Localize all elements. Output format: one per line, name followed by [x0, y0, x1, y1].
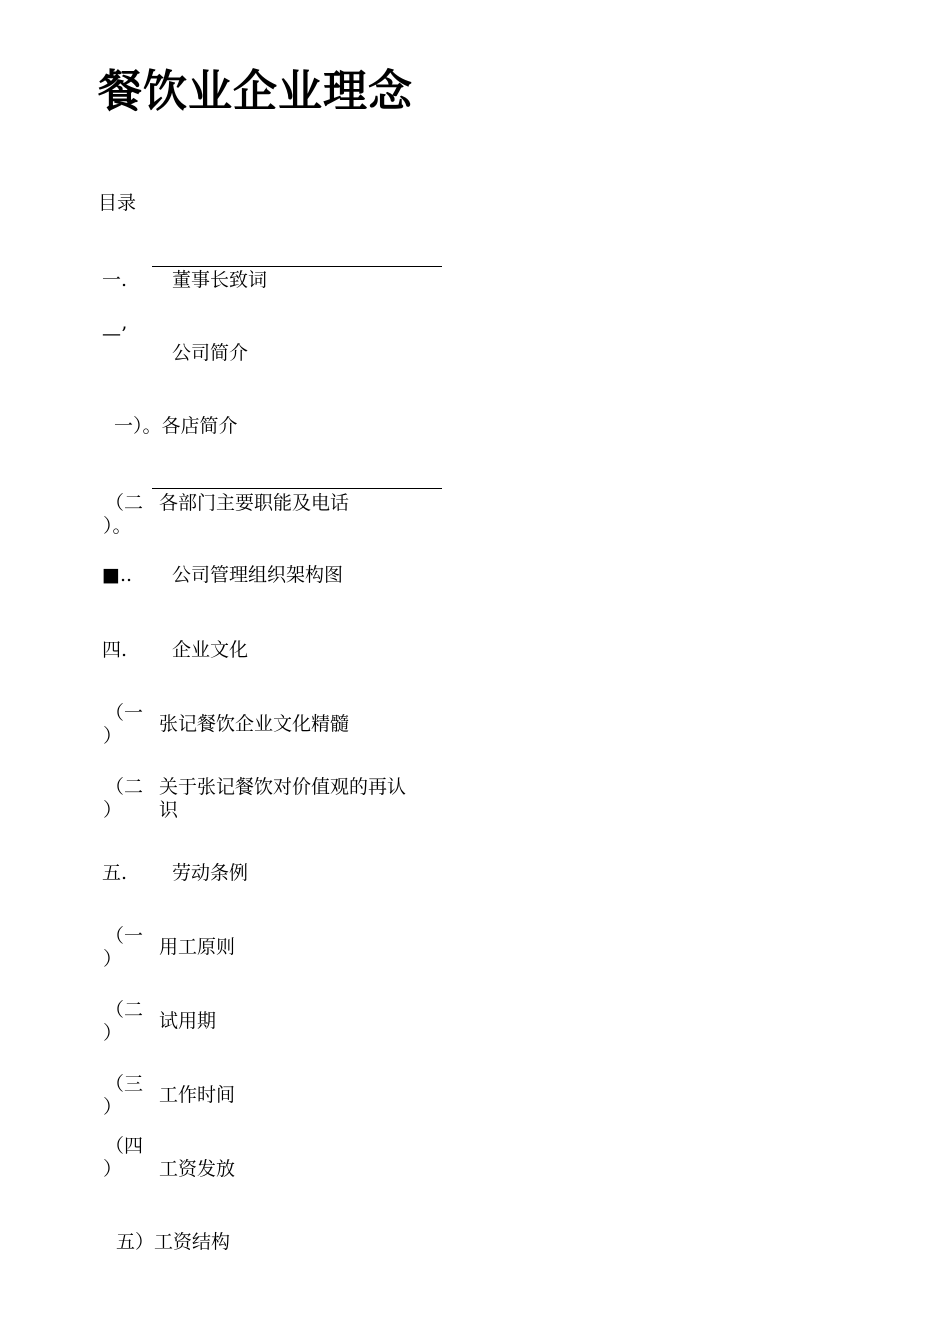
toc-heading: 目录 — [98, 192, 137, 214]
toc-rule — [152, 488, 442, 489]
toc-marker: —’ — [102, 323, 128, 345]
toc-marker: ） — [103, 799, 123, 821]
toc-entry[interactable]: 各部门主要职能及电话 — [159, 492, 350, 514]
toc-marker: 四. — [102, 639, 128, 661]
toc-entry[interactable]: 五）工资结构 — [116, 1231, 231, 1253]
toc-marker: （二 — [105, 492, 144, 514]
toc-marker: ） — [103, 948, 123, 970]
toc-marker: 五. — [102, 862, 128, 884]
toc-entry[interactable]: 工资发放 — [159, 1158, 236, 1180]
page-title: 餐饮业企业理念 — [98, 66, 413, 117]
toc-entry-continuation[interactable]: 识 — [159, 799, 179, 821]
toc-marker: ） — [103, 725, 123, 747]
toc-entry[interactable]: 董事长致词 — [172, 269, 268, 291]
toc-marker: （三 — [105, 1073, 144, 1095]
toc-entry[interactable]: 企业文化 — [172, 639, 249, 661]
toc-entry[interactable]: 公司管理组织架构图 — [172, 564, 344, 586]
toc-entry[interactable]: 用工原则 — [159, 936, 236, 958]
toc-marker: （一 — [105, 702, 144, 724]
toc-entry[interactable]: 一）。各店简介 — [114, 415, 238, 437]
toc-entry[interactable]: 关于张记餐饮对价值观的再认 — [159, 776, 407, 798]
toc-marker: ） — [103, 1022, 123, 1044]
toc-marker: （一 — [105, 925, 144, 947]
toc-marker: ） — [103, 1096, 123, 1118]
toc-marker: ■.. — [102, 564, 133, 586]
toc-entry[interactable]: 试用期 — [159, 1010, 217, 1032]
toc-marker: ）。 — [103, 515, 132, 537]
toc-marker: （四 — [105, 1135, 144, 1157]
toc-marker: （二 — [105, 776, 144, 798]
toc-rule — [152, 266, 442, 267]
toc-marker: 一. — [102, 269, 128, 291]
toc-entry[interactable]: 公司简介 — [172, 342, 249, 364]
toc-marker: （二 — [105, 999, 144, 1021]
toc-entry[interactable]: 张记餐饮企业文化精髓 — [159, 713, 350, 735]
toc-entry[interactable]: 工作时间 — [159, 1084, 236, 1106]
toc-entry[interactable]: 劳动条例 — [172, 862, 249, 884]
toc-marker: ） — [103, 1158, 123, 1180]
